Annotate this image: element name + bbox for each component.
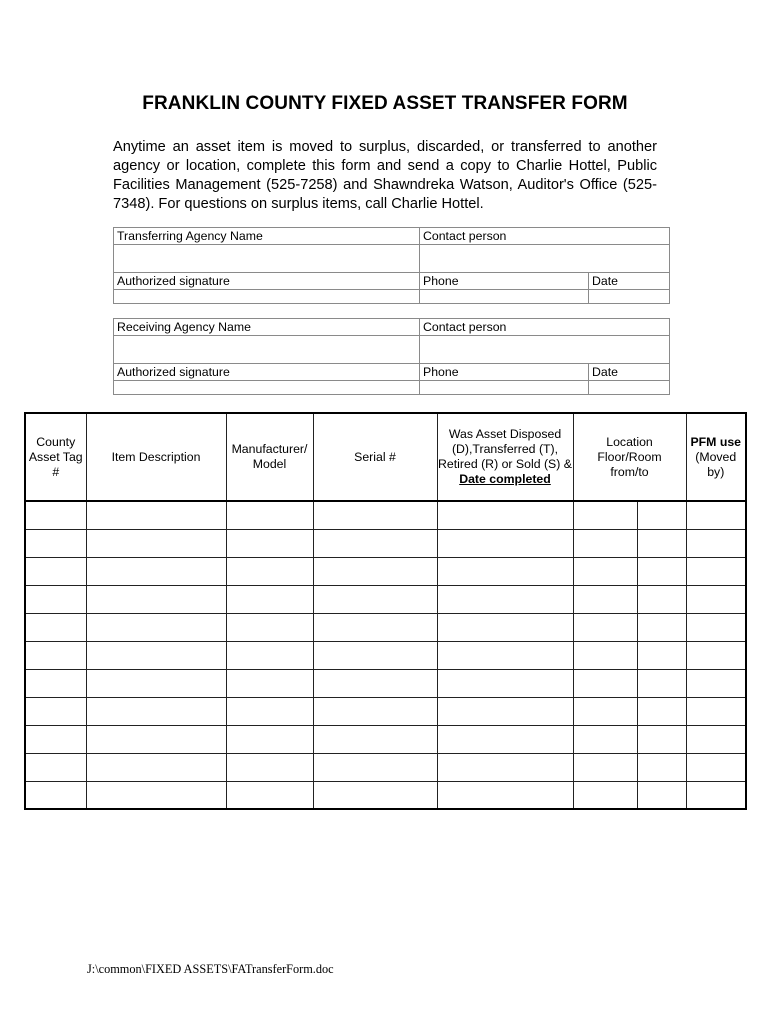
manufacturer-cell[interactable] <box>226 753 313 781</box>
receiving-agency-name-label: Receiving Agency Name <box>114 319 420 335</box>
pfm-use-cell[interactable] <box>686 641 746 669</box>
receiving-sig-label-row <box>114 364 669 381</box>
serial-cell[interactable] <box>313 501 437 529</box>
table-row <box>25 697 746 725</box>
receiving-input-row <box>114 336 669 364</box>
receiving-signature-field[interactable] <box>114 381 420 394</box>
serial-cell[interactable] <box>313 641 437 669</box>
manufacturer-cell[interactable] <box>226 529 313 557</box>
item-description-cell[interactable] <box>86 781 226 809</box>
disposition-cell[interactable] <box>437 641 573 669</box>
item-description-cell[interactable] <box>86 641 226 669</box>
pfm-use-cell[interactable] <box>686 697 746 725</box>
serial-cell[interactable] <box>313 753 437 781</box>
location-from-cell[interactable] <box>573 697 637 725</box>
item-description-cell[interactable] <box>86 529 226 557</box>
location-to-cell[interactable] <box>637 697 686 725</box>
location-to-cell[interactable] <box>637 669 686 697</box>
table-row <box>25 501 746 529</box>
item-description-cell[interactable] <box>86 557 226 585</box>
location-to-cell[interactable] <box>637 781 686 809</box>
asset-tag-cell[interactable] <box>25 613 86 641</box>
col-header-asset-tag: County Asset Tag # <box>25 413 86 501</box>
location-from-cell[interactable] <box>573 669 637 697</box>
col-header-location <box>573 413 686 501</box>
receiving-sig-input-row <box>114 381 669 394</box>
transferring-date-label: Date <box>592 274 618 288</box>
pfm-use-cell[interactable] <box>686 781 746 809</box>
pfm-use-cell[interactable] <box>686 529 746 557</box>
transferring-agency-name-label: Transferring Agency Name <box>114 228 420 244</box>
asset-table-body <box>25 501 746 809</box>
location-to-cell[interactable] <box>637 641 686 669</box>
location-to-cell[interactable] <box>637 529 686 557</box>
table-row <box>25 557 746 585</box>
table-row <box>25 613 746 641</box>
serial-cell[interactable] <box>313 725 437 753</box>
location-from-cell[interactable] <box>573 585 637 613</box>
col-header-manufacturer-model: Manufacturer/ Model <box>226 413 313 501</box>
receiving-label-row <box>114 319 669 336</box>
transferring-agency-box <box>113 227 670 304</box>
disposition-cell[interactable] <box>437 585 573 613</box>
asset-tag-cell[interactable] <box>25 669 86 697</box>
col-header-disposition <box>437 413 573 501</box>
pfm-use-cell[interactable] <box>686 613 746 641</box>
location-from-cell[interactable] <box>573 641 637 669</box>
receiving-phone-label: Phone <box>420 364 589 380</box>
transferring-contact-label: Contact person <box>423 229 507 243</box>
col-header-pfm-bold: PFM use <box>690 434 742 449</box>
table-row <box>25 753 746 781</box>
pfm-use-cell[interactable] <box>686 557 746 585</box>
transferring-phone-field[interactable] <box>420 290 589 303</box>
receiving-contact-field[interactable] <box>420 336 669 363</box>
disposition-cell[interactable] <box>437 753 573 781</box>
serial-cell[interactable] <box>313 557 437 585</box>
asset-tag-cell[interactable] <box>25 697 86 725</box>
receiving-signature-label: Authorized signature <box>114 364 420 380</box>
transferring-sig-input-row <box>114 290 669 303</box>
disposition-cell[interactable] <box>437 669 573 697</box>
asset-tag-cell[interactable] <box>25 557 86 585</box>
location-to-cell[interactable] <box>637 725 686 753</box>
manufacturer-cell[interactable] <box>226 557 313 585</box>
pfm-use-cell[interactable] <box>686 725 746 753</box>
instructions-paragraph <box>113 138 657 214</box>
asset-tag-cell[interactable] <box>25 585 86 613</box>
col-header-date-completed: Date completed <box>459 472 551 486</box>
manufacturer-cell[interactable] <box>226 697 313 725</box>
item-description-cell[interactable] <box>86 725 226 753</box>
footer-file-path: J:\common\FIXED ASSETS\FATransferForm.doc <box>87 962 334 976</box>
receiving-phone-field[interactable] <box>420 381 589 394</box>
col-header-pfm-use <box>686 413 746 501</box>
location-from-cell[interactable] <box>573 781 637 809</box>
disposition-cell[interactable] <box>437 501 573 529</box>
location-to-cell[interactable] <box>637 585 686 613</box>
pfm-use-cell[interactable] <box>686 585 746 613</box>
col-header-pfm-text: (Moved by) <box>695 449 737 479</box>
manufacturer-cell[interactable] <box>226 669 313 697</box>
serial-cell[interactable] <box>313 585 437 613</box>
pfm-use-cell[interactable] <box>686 753 746 781</box>
location-from-cell[interactable] <box>573 501 637 529</box>
disposition-cell[interactable] <box>437 781 573 809</box>
receiving-contact-label: Contact person <box>423 320 507 334</box>
transferring-signature-label: Authorized signature <box>114 273 420 289</box>
location-to-cell[interactable] <box>637 501 686 529</box>
manufacturer-cell[interactable] <box>226 501 313 529</box>
transferring-phone-label: Phone <box>420 273 589 289</box>
transferring-date-field[interactable] <box>589 290 669 303</box>
disposition-cell[interactable] <box>437 613 573 641</box>
manufacturer-cell[interactable] <box>226 641 313 669</box>
page-title: FRANKLIN COUNTY FIXED ASSET TRANSFER FORM <box>142 93 628 114</box>
table-row <box>25 781 746 809</box>
location-to-cell[interactable] <box>637 557 686 585</box>
location-from-cell[interactable] <box>573 529 637 557</box>
disposition-cell[interactable] <box>437 529 573 557</box>
transferring-label-row <box>114 228 669 245</box>
item-description-cell[interactable] <box>86 753 226 781</box>
disposition-cell[interactable] <box>437 557 573 585</box>
asset-table <box>24 412 747 810</box>
serial-cell[interactable] <box>313 613 437 641</box>
transferring-sig-label-row <box>114 273 669 290</box>
serial-cell[interactable] <box>313 669 437 697</box>
transferring-agency-name-field[interactable] <box>114 245 420 272</box>
table-row <box>25 725 746 753</box>
asset-tag-cell[interactable] <box>25 753 86 781</box>
manufacturer-cell[interactable] <box>226 725 313 753</box>
col-header-disposition-text: Was Asset Disposed (D),Transferred (T), Retired (R) or Sold (S) & <box>438 427 572 471</box>
table-row <box>25 529 746 557</box>
receiving-agency-name-field[interactable] <box>114 336 420 363</box>
location-from-cell[interactable] <box>573 557 637 585</box>
asset-tag-cell[interactable] <box>25 725 86 753</box>
transferring-signature-field[interactable] <box>114 290 420 303</box>
table-row <box>25 669 746 697</box>
table-row <box>25 641 746 669</box>
serial-cell[interactable] <box>313 529 437 557</box>
location-to-cell[interactable] <box>637 753 686 781</box>
location-to-cell[interactable] <box>637 613 686 641</box>
transferring-input-row <box>114 245 669 273</box>
asset-tag-cell[interactable] <box>25 641 86 669</box>
item-description-cell[interactable] <box>86 585 226 613</box>
table-header-row <box>25 413 746 501</box>
serial-cell[interactable] <box>313 781 437 809</box>
item-description-cell[interactable] <box>86 697 226 725</box>
serial-cell[interactable] <box>313 697 437 725</box>
manufacturer-cell[interactable] <box>226 613 313 641</box>
disposition-cell[interactable] <box>437 725 573 753</box>
receiving-agency-box <box>113 318 670 395</box>
asset-tag-cell[interactable] <box>25 501 86 529</box>
asset-tag-cell[interactable] <box>25 529 86 557</box>
table-row <box>25 585 746 613</box>
pfm-use-cell[interactable] <box>686 669 746 697</box>
location-from-cell[interactable] <box>573 725 637 753</box>
item-description-cell[interactable] <box>86 669 226 697</box>
asset-tag-cell[interactable] <box>25 781 86 809</box>
item-description-cell[interactable] <box>86 501 226 529</box>
col-header-serial: Serial # <box>313 413 437 501</box>
col-header-location-text: Location Floor/Room from/to <box>597 434 662 479</box>
manufacturer-cell[interactable] <box>226 781 313 809</box>
disposition-cell[interactable] <box>437 697 573 725</box>
instructions-text: Anytime an asset item is moved to surplus, discarded, or transferred to another agency or location, complete this form and send a copy to Charlie Hottel, Public Facilities Management (525-7258) and Shawndreka Watson, Auditor's Office (525-7348). For questions on surplus items, call Charlie Hottel. <box>113 139 657 212</box>
col-header-item-description: Item Description <box>86 413 226 501</box>
transferring-contact-field[interactable] <box>420 245 669 272</box>
receiving-date-field[interactable] <box>589 381 669 394</box>
receiving-date-label: Date <box>592 365 618 379</box>
manufacturer-cell[interactable] <box>226 585 313 613</box>
location-from-cell[interactable] <box>573 753 637 781</box>
pfm-use-cell[interactable] <box>686 501 746 529</box>
item-description-cell[interactable] <box>86 613 226 641</box>
location-from-cell[interactable] <box>573 613 637 641</box>
